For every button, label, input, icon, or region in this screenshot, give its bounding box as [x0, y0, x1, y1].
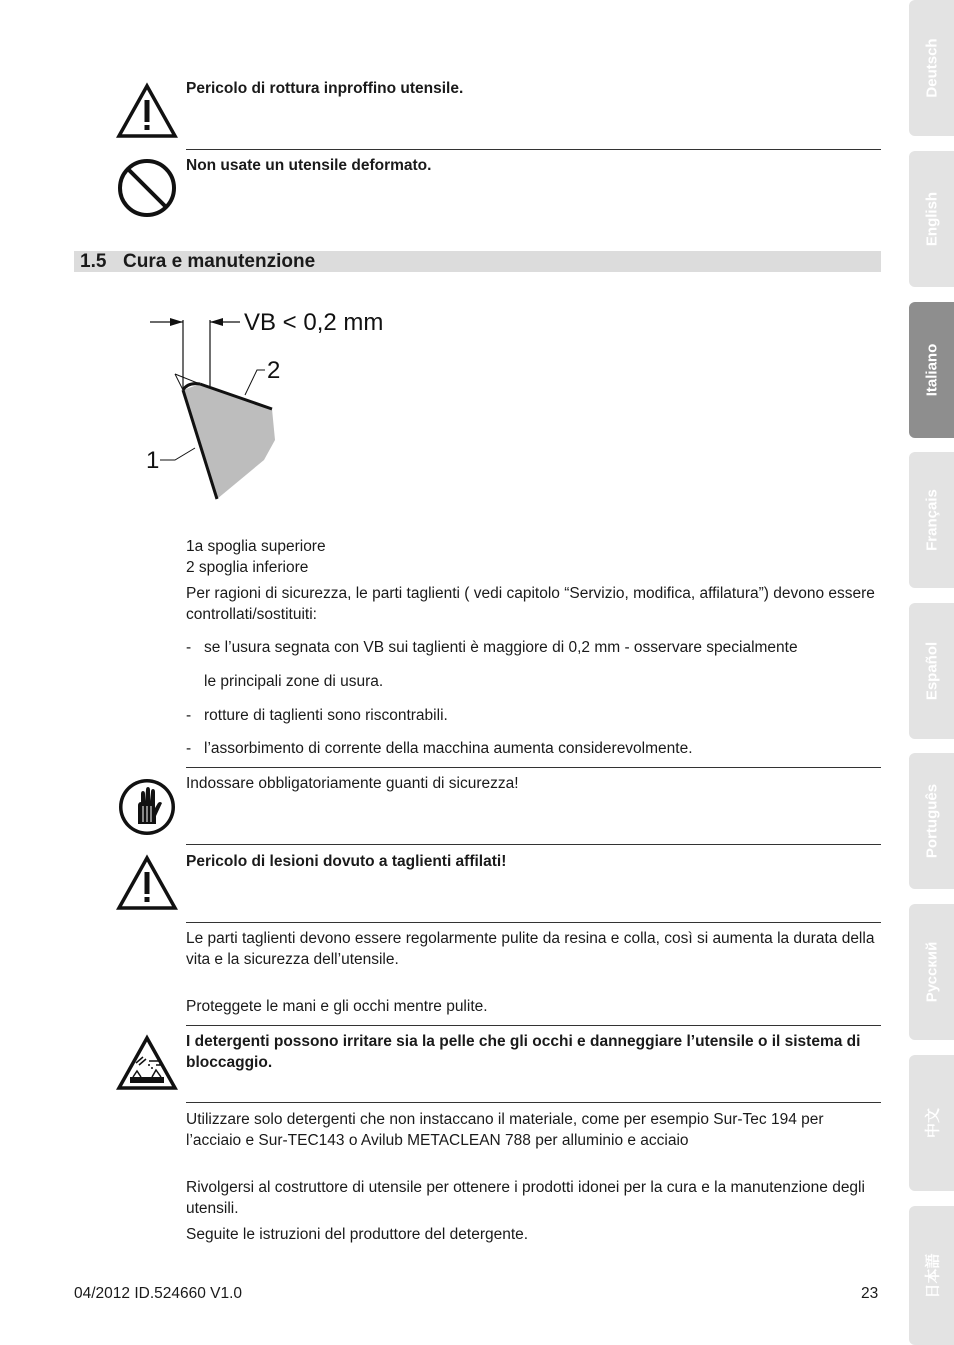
tab-chinese[interactable] — [909, 1055, 954, 1191]
bullet-item: se l’usura segnata con VB sui taglienti è maggiore di 0,2 mm - osservare specialmente — [204, 639, 798, 656]
caption-line-1: 1a spoglia superiore — [186, 538, 326, 555]
tab-japanese[interactable] — [909, 1206, 954, 1345]
detergent-warning-text: I detergenti possono irritare sia la pelle che gli occhi e danneggiare l’utensile o il sistema di bloccaggio. — [186, 1033, 861, 1071]
bullet-dash: - — [186, 740, 192, 757]
tab-label: Español — [923, 641, 940, 701]
caption-line-2: 2 spoglia inferiore — [186, 559, 309, 576]
vb-label: VB < 0,2 mm — [244, 309, 384, 336]
tab-label: 日本語 — [924, 1252, 941, 1299]
callout-1-label: 1 — [146, 447, 160, 474]
bullet-dash: - — [186, 707, 192, 724]
tab-label: 中文 — [924, 1107, 941, 1139]
footer-doc-id: 04/2012 ID.524660 V1.0 — [74, 1285, 243, 1302]
divider — [186, 844, 881, 845]
warning-deformed-tool-text: Non usate un utensile deformato. — [186, 157, 432, 174]
prohibition-icon — [116, 157, 178, 219]
tab-label: Français — [923, 489, 940, 551]
section-number: 1.5 — [80, 251, 107, 272]
cleaning-paragraph: Le parti taglienti devono essere regolarmente pulite da resina e colla, così si aumenta la durata della vita e la sicurezza dell’utensile. — [186, 930, 875, 968]
divider — [186, 767, 881, 768]
bullet-item: rotture di taglienti sono riscontrabili. — [204, 707, 448, 724]
warning-breakage-text: Pericolo di rottura inproffino utensile. — [186, 80, 464, 97]
tab-label: Italiano — [923, 343, 940, 397]
detergent-usage-paragraph: Utilizzare solo detergenti che non instaccano il materiale, come per esempio Sur-Tec 194 per l’acciaio e Sur-TEC143 o Avilub METACLEAN 788 per alluminio e acciaio — [186, 1111, 824, 1149]
follow-instructions-text: Seguite le istruzioni del produttore del detergente. — [186, 1226, 529, 1243]
tab-portugues[interactable] — [909, 753, 954, 889]
divider — [186, 149, 881, 150]
tab-label: Deutsch — [923, 38, 940, 98]
danger-sharp-edges-text: Pericolo di lesioni dovuto a taglienti affilati! — [186, 853, 507, 870]
warning-triangle-icon — [116, 80, 178, 142]
corrosive-warning-icon — [116, 1032, 178, 1094]
section-title: Cura e manutenzione — [123, 251, 316, 272]
tab-russian[interactable] — [909, 904, 954, 1040]
tab-label: Português — [923, 783, 940, 859]
page-number: 23 — [861, 1285, 879, 1302]
divider — [186, 922, 881, 923]
tab-deutsch[interactable] — [909, 0, 954, 136]
bullet-item: l’assorbimento di corrente della macchina aumenta considerevolmente. — [204, 740, 693, 757]
tab-francais[interactable] — [909, 452, 954, 588]
gloves-notice-text: Indossare obbligatoriamente guanti di sicurezza! — [186, 775, 519, 792]
bullet-dash: - — [186, 639, 192, 656]
callout-2-label: 2 — [267, 357, 281, 384]
tab-english[interactable] — [909, 151, 954, 287]
contact-manufacturer-paragraph: Rivolgersi al costruttore di utensile per ottenere i prodotti idonei per la cura e la manutenzione degli utensili. — [186, 1179, 865, 1217]
tab-label: English — [923, 191, 940, 247]
cutting-edge-wear-figure — [140, 300, 420, 510]
tab-italiano[interactable] — [909, 302, 954, 438]
gloves-mandatory-icon — [116, 776, 178, 838]
intro-paragraph: Per ragioni di sicurezza, le parti taglienti ( vedi capitolo “Servizio, modifica, affilatura”) devono essere controllati/sostituiti: — [186, 585, 875, 623]
tab-espanol[interactable] — [909, 603, 954, 739]
section-heading — [74, 251, 881, 272]
bullet-item-continuation: le principali zone di usura. — [204, 673, 384, 690]
divider — [186, 1102, 881, 1103]
warning-triangle-icon — [116, 852, 178, 914]
protect-hands-eyes-text: Proteggete le mani e gli occhi mentre pulite. — [186, 998, 488, 1015]
tool-body-shape — [183, 384, 275, 499]
tab-label: Русский — [923, 941, 940, 1003]
divider — [186, 1025, 881, 1026]
